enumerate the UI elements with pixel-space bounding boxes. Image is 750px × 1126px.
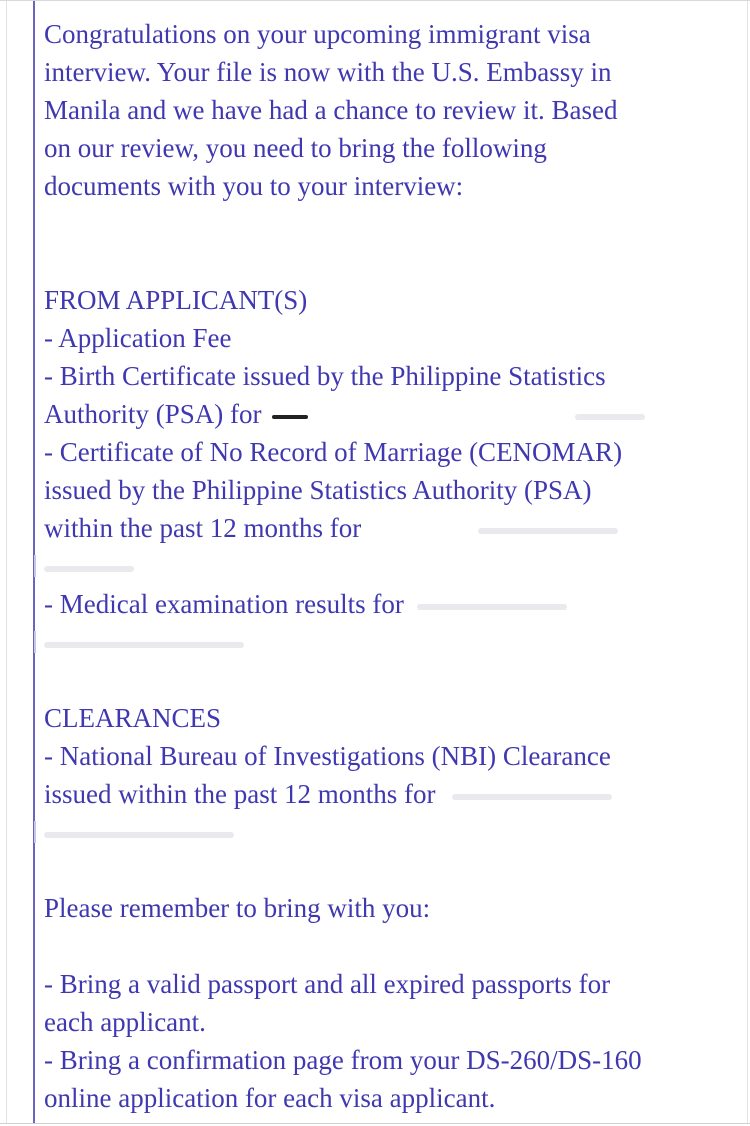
reminder-item: online application for each visa applicant. [44,1083,496,1113]
reminder-item: - Bring a valid passport and all expired passports for [44,969,611,999]
blank-line [44,243,734,281]
clearances-heading: CLEARANCES [44,703,222,733]
redaction-mark [44,566,134,572]
applicant-item-with-redaction [44,509,734,547]
applicant-item-text: within the past 12 months for [44,513,362,543]
intro-line: interview. Your file is now with the U.S. Embassy in [44,57,612,87]
blank-line [44,661,734,699]
blank-line [44,927,734,965]
applicant-heading: FROM APPLICANT(S) [44,285,308,315]
applicant-item-with-redaction [44,395,734,433]
redaction-mark [575,414,645,420]
quote-bar-fragment [34,631,36,653]
clearance-item-text: issued within the past 12 months for [44,779,436,809]
outer-border-bottom [0,1123,750,1124]
redaction-mark [44,832,234,838]
applicant-item: - Birth Certificate issued by the Philippine Statistics [44,361,606,391]
reminder-item: each applicant. [44,1007,206,1037]
quote-bar-fragment [34,555,36,577]
clearance-item: - National Bureau of Investigations (NBI) Clearance [44,741,611,771]
outer-border-left [6,1,7,1123]
intro-line: on our review, you need to bring the following [44,133,547,163]
intro-line: Congratulations on your upcoming immigrant visa [44,19,591,49]
reminder-heading: Please remember to bring with you: [44,893,431,923]
applicant-item: - Application Fee [44,323,232,353]
applicant-item-with-redaction [44,585,734,623]
redaction-mark [478,528,618,534]
redacted-line [44,623,734,661]
email-body [44,15,734,1117]
redacted-line [44,813,734,851]
blank-line [44,205,734,243]
quote-bar-gap [34,547,44,585]
applicant-item-text: - Medical examination results for [44,589,404,619]
redaction-mark [272,415,308,419]
blank-line [44,851,734,889]
quote-bar-gap [34,813,44,851]
quote-bar-gap [34,623,44,661]
reminder-item: - Bring a confirmation page from your DS-260/DS-160 [44,1045,642,1075]
redaction-mark [452,794,612,800]
intro-line: documents with you to your interview: [44,171,464,201]
redacted-line [44,547,734,585]
intro-line: Manila and we have had a chance to review it. Based [44,95,618,125]
redaction-mark [44,642,244,648]
outer-border-right [747,1,748,1123]
applicant-item: - Certificate of No Record of Marriage (CENOMAR) [44,437,623,467]
quote-bar-fragment [34,821,36,843]
applicant-item: issued by the Philippine Statistics Authority (PSA) [44,475,592,505]
clearance-item-with-redaction [44,775,734,813]
redaction-mark [417,604,567,610]
applicant-item-text: Authority (PSA) for [44,399,262,429]
